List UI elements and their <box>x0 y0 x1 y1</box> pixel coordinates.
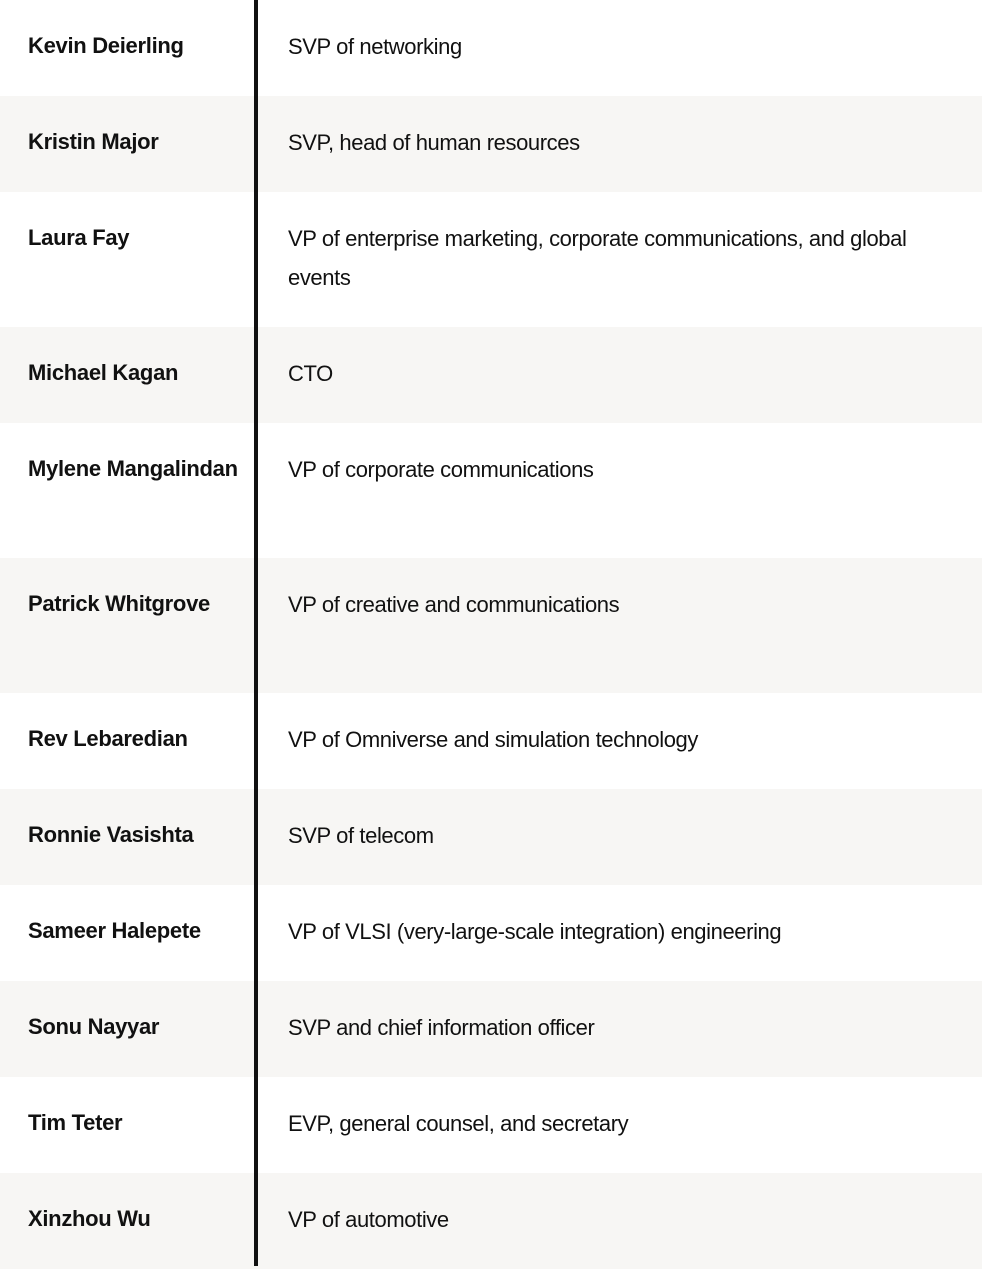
executive-role: VP of Omniverse and simulation technology <box>288 727 698 752</box>
executive-role: SVP of networking <box>288 34 462 59</box>
executive-role: SVP and chief information officer <box>288 1015 595 1040</box>
executive-name: Sameer Halepete <box>28 918 201 943</box>
table-row <box>0 885 982 981</box>
executive-role: SVP, head of human resources <box>288 130 580 155</box>
table-row <box>0 789 982 885</box>
table-row <box>0 423 982 558</box>
executive-name: Rev Lebaredian <box>28 726 188 751</box>
table-row <box>0 1173 982 1269</box>
executive-role: VP of VLSI (very-large-scale integration) engineering <box>288 919 782 944</box>
executive-name: Xinzhou Wu <box>28 1206 151 1231</box>
executive-name: Laura Fay <box>28 225 130 250</box>
executive-name: Kristin Major <box>28 129 159 154</box>
column-divider <box>254 0 258 1266</box>
table-row <box>0 0 982 96</box>
executive-name: Michael Kagan <box>28 360 179 385</box>
executive-name: Sonu Nayyar <box>28 1014 160 1039</box>
executive-role: EVP, general counsel, and secretary <box>288 1111 629 1136</box>
executive-role: SVP of telecom <box>288 823 434 848</box>
executive-role: CTO <box>288 361 333 386</box>
table-row <box>0 192 982 327</box>
executive-name: Tim Teter <box>28 1110 123 1135</box>
table-row <box>0 981 982 1077</box>
table-row <box>0 558 982 693</box>
table-row <box>0 693 982 789</box>
executive-name: Kevin Deierling <box>28 33 184 58</box>
executive-name: Mylene Mangalindan <box>28 456 238 481</box>
executive-role: VP of enterprise marketing, corporate communications, and global events <box>288 226 907 290</box>
executive-name: Patrick Whitgrove <box>28 591 210 616</box>
table-row <box>0 327 982 423</box>
table-row <box>0 96 982 192</box>
executive-role: VP of automotive <box>288 1207 449 1232</box>
executive-role: VP of corporate communications <box>288 457 594 482</box>
executive-role: VP of creative and communications <box>288 592 620 617</box>
table-row <box>0 1077 982 1173</box>
executive-name: Ronnie Vasishta <box>28 822 194 847</box>
